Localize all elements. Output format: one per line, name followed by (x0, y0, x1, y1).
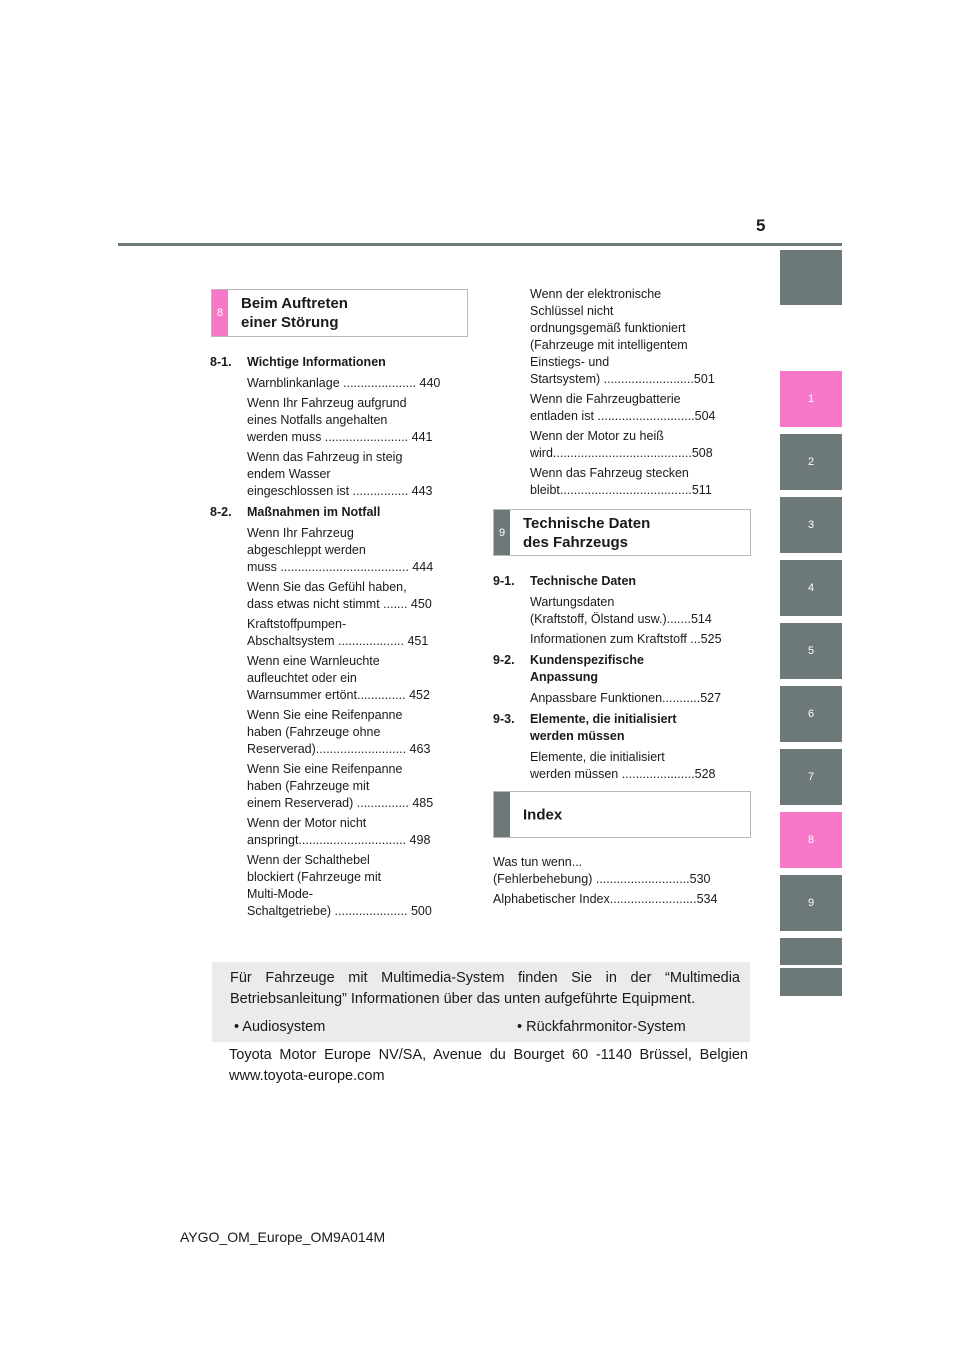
footer-code: AYGO_OM_Europe_OM9A014M (180, 1229, 386, 1245)
toc-left-column (210, 350, 460, 923)
chapter-tabs (780, 250, 842, 996)
chapter-tab-extra-2[interactable] (780, 968, 842, 996)
chapter-tab-7[interactable]: 7 (780, 749, 842, 805)
chapter-tab-6[interactable]: 6 (780, 686, 842, 742)
toc-entry[interactable]: Kraftstoffpumpen- Abschaltsystem ................... 451 (247, 617, 429, 648)
chapter-tab-4[interactable]: 4 (780, 560, 842, 616)
toc-entry[interactable]: Wenn der Motor nicht anspringt............................... 498 (247, 816, 431, 847)
section-8-header[interactable] (211, 289, 468, 337)
toc-entry[interactable]: Wenn Ihr Fahrzeug abgeschleppt werden muss ..................................... 444 (247, 526, 434, 574)
toc-entry[interactable]: Wenn der Motor zu heiß wird........................................508 (530, 429, 713, 460)
info-bullet-audio: • Audiosystem (234, 1019, 326, 1035)
index-title: Index (523, 806, 563, 823)
chapter-tab-extra-1[interactable] (780, 938, 842, 965)
toc-heading[interactable]: 8-2. Maßnahmen im Notfall (210, 505, 381, 519)
toc-heading[interactable]: 9-2. Kundenspezifische Anpassung (493, 653, 644, 684)
chapter-tab-1[interactable]: 1 (780, 371, 842, 427)
page-number: 5 (756, 216, 766, 235)
toc-right-index (493, 854, 748, 911)
chapter-tab-9[interactable]: 9 (780, 875, 842, 931)
section-9-number: 9 (494, 510, 510, 555)
index-header[interactable] (493, 791, 751, 838)
chapter-tab-2[interactable]: 2 (780, 434, 842, 490)
toc-entry[interactable]: Wenn Sie eine Reifenpanne haben (Fahrzeuge ohne Reserverad).......................... 463 (247, 708, 431, 756)
toc-right-middle (493, 569, 748, 786)
section-8-title: Beim Auftreten einer Störung (241, 295, 348, 331)
toc-entry[interactable]: Wenn das Fahrzeug in steig endem Wasser eingeschlossen ist ................ 443 (247, 450, 433, 498)
info-bullet-rearview: • Rückfahrmonitor-System (517, 1019, 686, 1035)
chapter-tab-8[interactable]: 8 (780, 812, 842, 868)
multimedia-info-box (212, 962, 750, 1042)
multimedia-info-text: Für Fahrzeuge mit Multimedia-System finden Sie in der “Multimedia Betriebsanleitung” Informationen über das unten aufgeführte Equipment. (230, 970, 740, 1007)
toc-entry[interactable]: Anpassbare Funktionen...........527 (530, 691, 722, 705)
toc-entry[interactable]: Wenn die Fahrzeugbatterie entladen ist ............................504 (530, 392, 716, 423)
toc-heading[interactable]: 9-1. Technische Daten (493, 574, 637, 588)
chapter-tab-3[interactable]: 3 (780, 497, 842, 553)
toc-entry[interactable]: Wenn der elektronische Schlüssel nicht ordnungsgemäß funktioniert (Fahrzeuge mit intelligentem Einstiegs- und Startsystem) ..........................501 (530, 287, 715, 386)
toc-entry[interactable]: Wartungsdaten (Kraftstoff, Ölstand usw.).......514 (530, 595, 712, 626)
section-9-header[interactable] (493, 509, 751, 556)
toc-right-top (493, 286, 748, 502)
index-bar (494, 792, 510, 837)
company-address: Toyota Motor Europe NV/SA, Avenue du Bourget 60 -1140 Brüssel, Belgien www.toyota-europe.com (229, 1047, 748, 1084)
toc-entry[interactable]: Informationen zum Kraftstoff ...525 (530, 632, 722, 646)
section-9-title: Technische Daten des Fahrzeugs (523, 514, 651, 551)
chapter-tab-5[interactable]: 5 (780, 623, 842, 679)
toc-entry[interactable]: Wenn das Fahrzeug stecken bleibt......................................511 (530, 466, 712, 497)
toc-entry[interactable]: Wenn Sie eine Reifenpanne haben (Fahrzeuge mit einem Reserverad) ............... 485 (247, 762, 434, 810)
toc-entry[interactable]: Wenn Ihr Fahrzeug aufgrund eines Notfalls angehalten werden muss ........................ 441 (247, 396, 433, 444)
toc-entry[interactable]: Warnblinkanlage ..................... 440 (247, 376, 441, 390)
toc-entry[interactable]: Wenn eine Warnleuchte aufleuchtet oder ein Warnsummer ertönt.............. 452 (247, 654, 430, 702)
chapter-tab-blank[interactable] (780, 250, 842, 305)
header-rule (118, 243, 842, 246)
section-8-number: 8 (212, 290, 228, 336)
toc-entry[interactable]: Alphabetischer Index.........................534 (493, 892, 718, 906)
toc-entry[interactable]: Elemente, die initialisiert werden müssen .....................528 (530, 750, 716, 781)
toc-heading[interactable]: 9-3. Elemente, die initialisiert werden müssen (493, 712, 677, 743)
toc-heading[interactable]: 8-1. Wichtige Informationen (210, 355, 386, 369)
toc-entry[interactable]: Wenn der Schalthebel blockiert (Fahrzeuge mit Multi-Mode- Schaltgetriebe) ..................... 500 (247, 853, 432, 918)
toc-entry[interactable]: Was tun wenn... (Fehlerbehebung) ...........................530 (493, 855, 711, 886)
toc-entry[interactable]: Wenn Sie das Gefühl haben, dass etwas nicht stimmt ....... 450 (247, 580, 432, 611)
